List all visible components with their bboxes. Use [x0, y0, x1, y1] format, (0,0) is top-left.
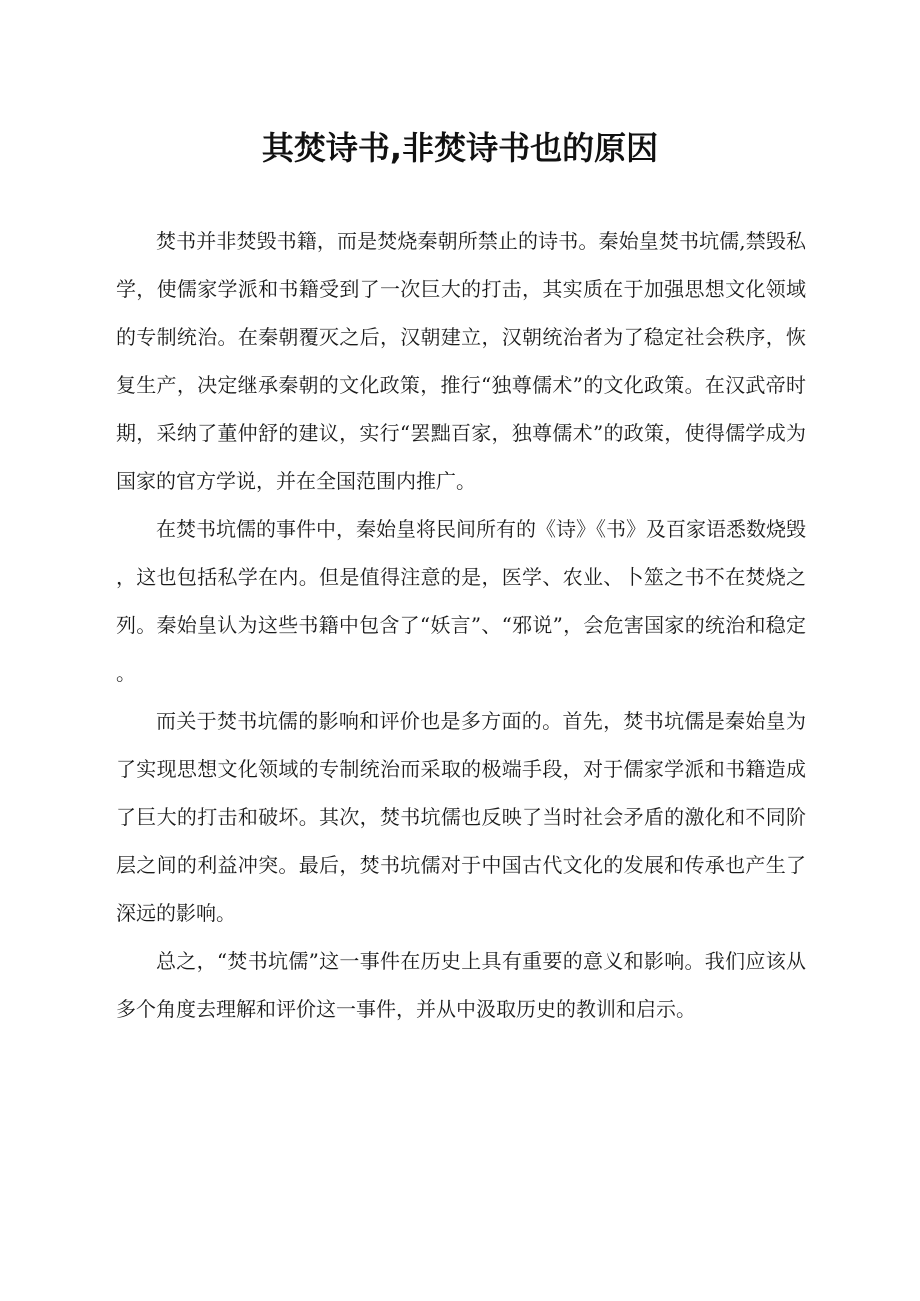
paragraph-1: 焚书并非焚毁书籍，而是焚烧秦朝所禁止的诗书。秦始皇焚书坑儒,禁毁私学，使儒家学派和书籍受到了一次巨大的打击，其实质在于加强思想文化领域的专制统治。在秦朝覆灭之后，汉朝建立，汉朝统治者为了稳定社会秩序，恢复生产，决定继承秦朝的文化政策，推行“独尊儒术”的文化政策。在汉武帝时期，采纳了董仲舒的建议，实行“罢黜百家，独尊儒术”的政策，使得儒学成为国家的官方学说，并在全国范围内推广。: [116, 229, 806, 493]
paragraph-4: 总之，“焚书坑儒”这一事件在历史上具有重要的意义和影响。我们应该从多个角度去理解和评价这一事件，并从中汲取历史的教训和启示。: [116, 949, 806, 1021]
paragraph-2: 在焚书坑儒的事件中，秦始皇将民间所有的《诗》《书》及百家语悉数烧毁，这也包括私学在内。但是值得注意的是，医学、农业、卜筮之书不在焚烧之列。秦始皇认为这些书籍中包含了“妖言”、“邪说”，会危害国家的统治和稳定。: [116, 517, 806, 685]
document-body: [116, 217, 806, 1033]
document-title: 其焚诗书,非焚诗书也的原因: [261, 129, 659, 167]
paragraph-3: 而关于焚书坑儒的影响和评价也是多方面的。首先，焚书坑儒是秦始皇为了实现思想文化领域的专制统治而采取的极端手段，对于儒家学派和书籍造成了巨大的打击和破坏。其次，焚书坑儒也反映了当时社会矛盾的激化和不同阶层之间的利益冲突。最后，焚书坑儒对于中国古代文化的发展和传承也产生了深远的影响。: [116, 709, 806, 925]
